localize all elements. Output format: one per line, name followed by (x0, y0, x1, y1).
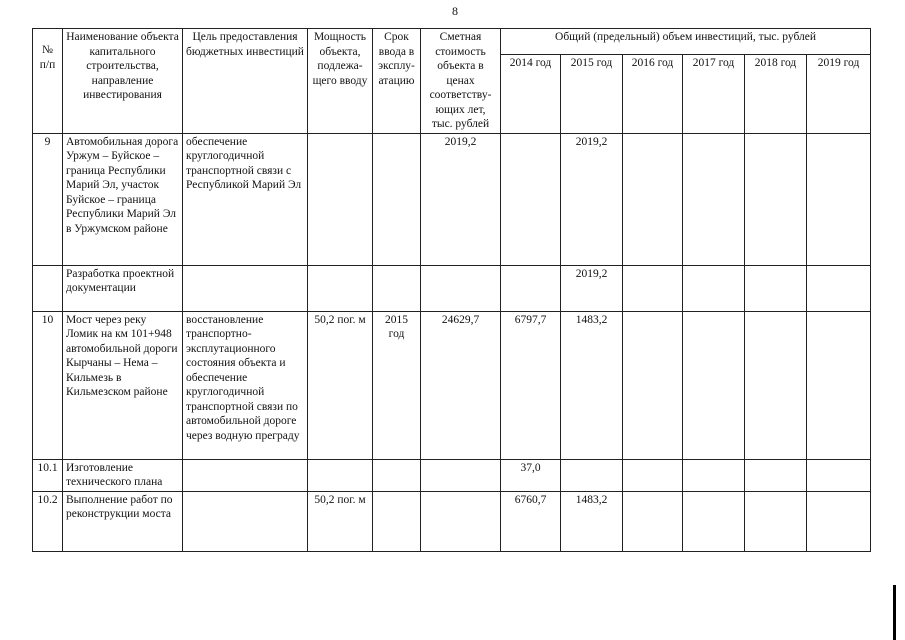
header-num: № п/п (33, 29, 63, 134)
table-row (33, 491, 871, 551)
header-year-2017: 2017 год (683, 55, 745, 133)
row-purpose: восстановление транспортно-эксплутационного состояния объекта и обеспечение круглогодичной транспортной связи по автомобильной дороге через водную преграду (183, 311, 308, 459)
row-num: 10.2 (33, 491, 63, 551)
row-y2017 (683, 133, 745, 265)
header-year-2015: 2015 год (561, 55, 623, 133)
row-y2018 (745, 265, 807, 311)
row-term (373, 459, 421, 491)
row-cost: 24629,7 (421, 311, 501, 459)
row-cost (421, 265, 501, 311)
row-y2014 (501, 265, 561, 311)
row-y2017 (683, 459, 745, 491)
row-capacity (308, 459, 373, 491)
row-cost: 2019,2 (421, 133, 501, 265)
row-name: Выполнение работ по реконструкции моста (63, 491, 183, 551)
scan-edge-bar (893, 585, 896, 640)
row-purpose (183, 491, 308, 551)
header-year-2019: 2019 год (807, 55, 871, 133)
row-y2015 (561, 459, 623, 491)
row-y2014: 37,0 (501, 459, 561, 491)
table-row (33, 311, 871, 459)
row-y2015: 1483,2 (561, 311, 623, 459)
row-capacity (308, 265, 373, 311)
row-capacity (308, 133, 373, 265)
row-cost (421, 491, 501, 551)
table-row (33, 133, 871, 265)
row-num: 10 (33, 311, 63, 459)
row-capacity: 50,2 пог. м (308, 491, 373, 551)
header-capacity: Мощность объекта, подлежа-щего вводу (308, 29, 373, 134)
row-num: 10.1 (33, 459, 63, 491)
row-num (33, 265, 63, 311)
row-name: Мост через реку Ломик на км 101+948 автомобильной дороги Кырчаны – Нема – Кильмезь в Кильмезском районе (63, 311, 183, 459)
row-purpose (183, 265, 308, 311)
row-y2016 (623, 133, 683, 265)
row-term (373, 491, 421, 551)
header-name: Наименование объекта капитального строительства, направление инвестирования (63, 29, 183, 134)
table-row (33, 265, 871, 311)
row-y2018 (745, 491, 807, 551)
row-y2017 (683, 311, 745, 459)
table-row (33, 459, 871, 491)
row-y2017 (683, 265, 745, 311)
row-term: 2015 год (373, 311, 421, 459)
row-y2017 (683, 491, 745, 551)
row-name: Автомобильная дорога Уржум – Буйское – граница Республики Марий Эл, участок Буйское – граница Республики Марий Эл в Уржумском районе (63, 133, 183, 265)
row-y2019 (807, 133, 871, 265)
row-y2018 (745, 459, 807, 491)
row-y2014 (501, 133, 561, 265)
header-cost: Сметная стоимость объекта в ценах соответству-ющих лет, тыс. рублей (421, 29, 501, 134)
row-name: Разработка проектной документации (63, 265, 183, 311)
row-name: Изготовление технического плана (63, 459, 183, 491)
row-y2019 (807, 311, 871, 459)
row-term (373, 133, 421, 265)
row-y2019 (807, 459, 871, 491)
row-y2019 (807, 491, 871, 551)
header-purpose: Цель предоставления бюджетных инвестиций (183, 29, 308, 134)
page-number: 8 (452, 4, 458, 18)
row-term (373, 265, 421, 311)
row-cost (421, 459, 501, 491)
row-y2016 (623, 459, 683, 491)
row-purpose: обеспечение круглогодичной транспортной связи с Республикой Марий Эл (183, 133, 308, 265)
row-purpose (183, 459, 308, 491)
row-y2015: 1483,2 (561, 491, 623, 551)
row-y2014: 6760,7 (501, 491, 561, 551)
row-y2014: 6797,7 (501, 311, 561, 459)
row-y2018 (745, 133, 807, 265)
row-y2015: 2019,2 (561, 133, 623, 265)
header-term: Срок ввода в эксплу-атацию (373, 29, 421, 134)
header-year-2016: 2016 год (623, 55, 683, 133)
row-y2016 (623, 491, 683, 551)
row-y2015: 2019,2 (561, 265, 623, 311)
row-capacity: 50,2 пог. м (308, 311, 373, 459)
investment-table (32, 28, 871, 552)
row-y2019 (807, 265, 871, 311)
row-y2016 (623, 311, 683, 459)
header-year-2014: 2014 год (501, 55, 561, 133)
row-y2016 (623, 265, 683, 311)
header-total: Общий (предельный) объем инвестиций, тыс. рублей (501, 29, 871, 55)
row-num: 9 (33, 133, 63, 265)
header-year-2018: 2018 год (745, 55, 807, 133)
row-y2018 (745, 311, 807, 459)
